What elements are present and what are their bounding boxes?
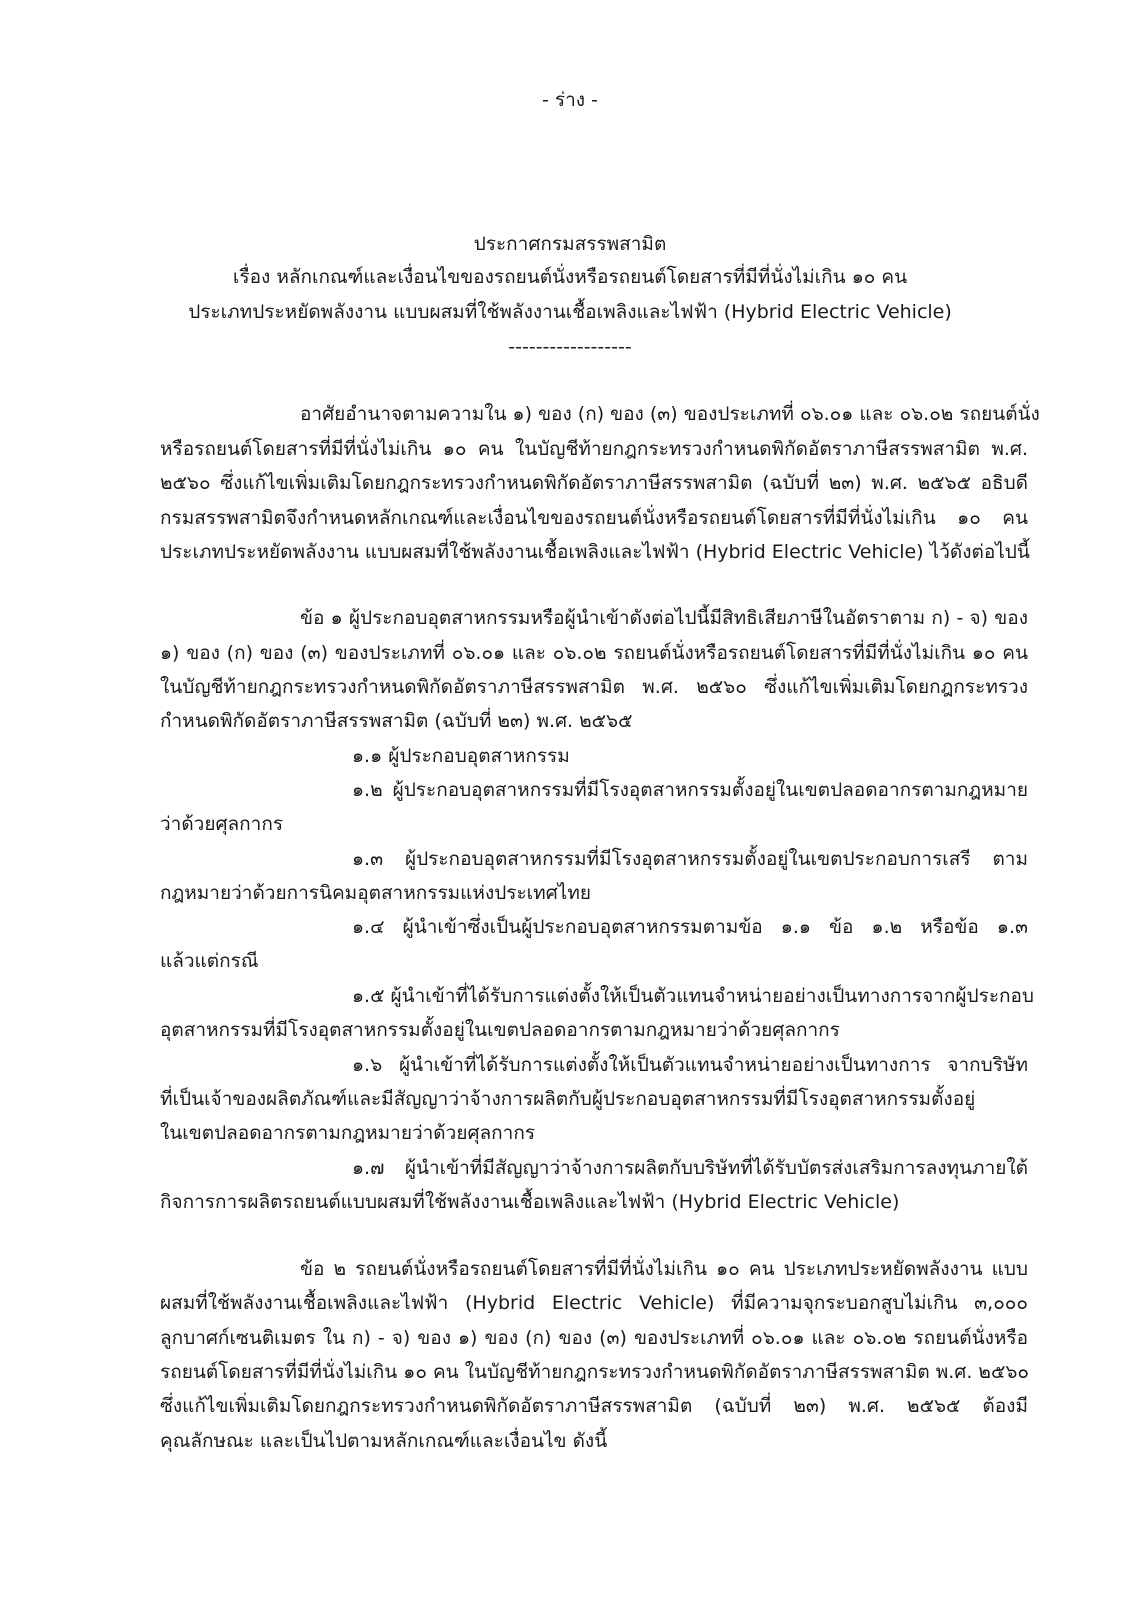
clause1-item-1-5: ๑.๕ ผู้นำเข้าที่ได้รับการแต่งตั้งให้เป็นตัวแทนจำหน่ายอย่างเป็นทางการจากผู้ประกอบ	[352, 985, 1034, 1007]
clause1-item-1-7-cont: กิจการการผลิตรถยนต์แบบผสมที่ใช้พลังงานเชื้อเพลิงและไฟฟ้า (Hybrid Electric Vehicle)	[160, 1191, 900, 1213]
clause1-item-1-6-cont-2: ในเขตปลอดอากรตามกฎหมายว่าด้วยศุลกากร	[160, 1122, 536, 1144]
clause1-item-1-1: ๑.๑ ผู้ประกอบอุตสาหกรรม	[352, 745, 570, 767]
clause1-line-2: ๑) ของ (ก) ของ (๓) ของประเภทที่ ๐๖.๐๑ และ ๐๖.๐๒ รถยนต์นั่งหรือรถยนต์โดยสารที่มีที่นั่งไม่เกิน ๑๐ คน	[160, 642, 1028, 664]
clause2-line-3: ลูกบาศก์เซนติเมตร ใน ก) - จ) ของ ๑) ของ (ก) ของ (๓) ของประเภทที่ ๐๖.๐๑ และ ๐๖.๐๒ รถยนต์นั่งหรือ	[160, 1327, 1028, 1349]
clause2-line-1: ข้อ ๒ รถยนต์นั่งหรือรถยนต์โดยสารที่มีที่นั่งไม่เกิน ๑๐ คน ประเภทประหยัดพลังงาน แบบ	[300, 1258, 1028, 1280]
clause2-line-2: ผสมที่ใช้พลังงานเชื้อเพลิงและไฟฟ้า (Hybrid Electric Vehicle) ที่มีความจุกระบอกสูบไม่เกิน ๓,๐๐๐	[160, 1292, 1028, 1314]
clause1-item-1-2-cont: ว่าด้วยศุลกากร	[160, 813, 284, 835]
announcement-subject-line-1: เรื่อง หลักเกณฑ์และเงื่อนไขของรถยนต์นั่งหรือรถยนต์โดยสารที่มีที่นั่งไม่เกิน ๑๐ คน	[232, 266, 908, 288]
announcement-title: ประกาศกรมสรรพสามิต	[473, 233, 667, 255]
clause1-line-3: ในบัญชีท้ายกฎกระทรวงกำหนดพิกัดอัตราภาษีสรรพสามิต พ.ศ. ๒๕๖๐ ซึ่งแก้ไขเพิ่มเติมโดยกฎกระทรวง	[160, 676, 1028, 698]
clause2-line-5: ซึ่งแก้ไขเพิ่มเติมโดยกฎกระทรวงกำหนดพิกัดอัตราภาษีสรรพสามิต (ฉบับที่ ๒๓) พ.ศ. ๒๕๖๕ ต้องมี	[160, 1395, 1028, 1417]
clause1-item-1-3: ๑.๓ ผู้ประกอบอุตสาหกรรมที่มีโรงอุตสาหกรรมตั้งอยู่ในเขตประกอบการเสรี ตาม	[352, 848, 1028, 870]
clause1-line-1: ข้อ ๑ ผู้ประกอบอุตสาหกรรมหรือผู้นำเข้าดังต่อไปนี้มีสิทธิเสียภาษีในอัตราตาม ก) - จ) ของ	[300, 607, 1028, 629]
preamble-line-1: อาศัยอำนาจตามความใน ๑) ของ (ก) ของ (๓) ของประเภทที่ ๐๖.๐๑ และ ๐๖.๐๒ รถยนต์นั่ง	[300, 403, 1040, 425]
clause2-line-6: คุณลักษณะ และเป็นไปตามหลักเกณฑ์และเงื่อนไข ดังนี้	[160, 1430, 608, 1452]
clause1-line-4: กำหนดพิกัดอัตราภาษีสรรพสามิต (ฉบับที่ ๒๓) พ.ศ. ๒๕๖๕	[160, 710, 633, 732]
preamble-line-5: ประเภทประหยัดพลังงาน แบบผสมที่ใช้พลังงานเชื้อเพลิงและไฟฟ้า (Hybrid Electric Vehicle) ไว้ดังต่อไปนี้	[160, 541, 1030, 563]
clause1-item-1-4-cont: แล้วแต่กรณี	[160, 950, 259, 972]
clause1-item-1-6-cont-1: ที่เป็นเจ้าของผลิตภัณฑ์และมีสัญญาว่าจ้างการผลิตกับผู้ประกอบอุตสาหกรรมที่มีโรงอุตสาหกรรมตั้งอยู่	[160, 1088, 976, 1110]
preamble-line-2: หรือรถยนต์โดยสารที่มีที่นั่งไม่เกิน ๑๐ คน ในบัญชีท้ายกฎกระทรวงกำหนดพิกัดอัตราภาษีสรรพสามิต พ.ศ.	[160, 438, 1028, 460]
title-separator: ------------------	[508, 336, 632, 358]
clause1-item-1-3-cont: กฎหมายว่าด้วยการนิคมอุตสาหกรรมแห่งประเทศไทย	[160, 882, 591, 904]
clause2-line-4: รถยนต์โดยสารที่มีที่นั่งไม่เกิน ๑๐ คน ในบัญชีท้ายกฎกระทรวงกำหนดพิกัดอัตราภาษีสรรพสามิต พ.ศ. ๒๕๖๐	[160, 1361, 1029, 1383]
clause1-item-1-4: ๑.๔ ผู้นำเข้าซึ่งเป็นผู้ประกอบอุตสาหกรรมตามข้อ ๑.๑ ข้อ ๑.๒ หรือข้อ ๑.๓	[352, 916, 1028, 938]
clause1-item-1-6: ๑.๖ ผู้นำเข้าที่ได้รับการแต่งตั้งให้เป็นตัวแทนจำหน่ายอย่างเป็นทางการ จากบริษัท	[352, 1054, 1028, 1076]
clause1-item-1-7: ๑.๗ ผู้นำเข้าที่มีสัญญาว่าจ้างการผลิตกับบริษัทที่ได้รับบัตรส่งเสริมการลงทุนภายใต้	[352, 1157, 1028, 1179]
clause1-item-1-5-cont: อุตสาหกรรมที่มีโรงอุตสาหกรรมตั้งอยู่ในเขตปลอดอากรตามกฎหมายว่าด้วยศุลกากร	[160, 1019, 840, 1041]
preamble-line-4: กรมสรรพสามิตจึงกำหนดหลักเกณฑ์และเงื่อนไขของรถยนต์นั่งหรือรถยนต์โดยสารที่มีที่นั่งไม่เกิน ๑๐ คน	[160, 507, 1028, 529]
announcement-subject-line-2: ประเภทประหยัดพลังงาน แบบผสมที่ใช้พลังงานเชื้อเพลิงและไฟฟ้า (Hybrid Electric Vehicle)	[188, 301, 952, 323]
draft-label: - ร่าง -	[542, 89, 598, 111]
preamble-line-3: ๒๕๖๐ ซึ่งแก้ไขเพิ่มเติมโดยกฎกระทรวงกำหนดพิกัดอัตราภาษีสรรพสามิต (ฉบับที่ ๒๓) พ.ศ. ๒๕๖๕ อธิบดี	[160, 472, 1028, 494]
clause1-item-1-2: ๑.๒ ผู้ประกอบอุตสาหกรรมที่มีโรงอุตสาหกรรมตั้งอยู่ในเขตปลอดอากรตามกฎหมาย	[352, 779, 1028, 801]
